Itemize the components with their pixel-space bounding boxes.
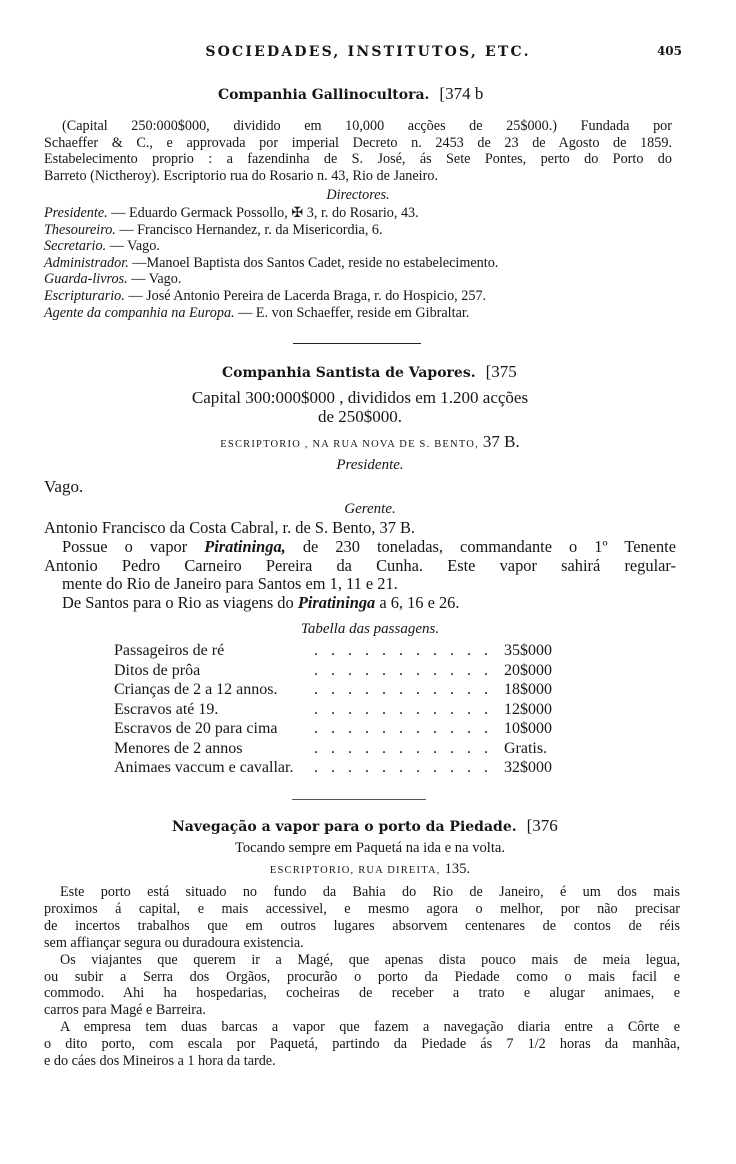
fare-label: Crianças de 2 a 12 annos.: [114, 681, 278, 698]
leader-dots: ...........: [314, 739, 501, 757]
manager-heading: Gerente.: [344, 501, 396, 517]
section-title-text: Companhia Gallinocultora.: [218, 87, 430, 103]
para-line: de incertos trabalhos que em outros lugares absorvem centenares de contos de réis: [44, 917, 680, 934]
fare-label: Escravos até 19.: [114, 700, 219, 718]
directors-list: [44, 205, 684, 321]
director-role: Presidente.: [44, 205, 108, 221]
section-374b-intro: [44, 118, 672, 184]
paragraph: [44, 952, 680, 1020]
section-divider: [293, 343, 421, 344]
director-row: [44, 288, 684, 305]
director-row: [44, 271, 684, 288]
director-role: Agente da companhia na Europa.: [44, 304, 235, 321]
body-text: Possue o vapor: [62, 536, 205, 556]
paragraph: [44, 884, 680, 952]
office-address: [40, 860, 700, 879]
section-title-text: Navegação a vapor para o porto da Piedade.: [172, 819, 517, 835]
para-line: o dito porto, com escala por Paquetá, partindo da Piedade ás 7 1/2 horas da manhãa,: [44, 1036, 680, 1053]
leader-dots: ...........: [314, 681, 501, 698]
fare-price: 10$000: [504, 720, 552, 737]
office-address: [40, 432, 700, 452]
office-text: ESCRIPTORIO , NA RUA NOVA DE S. BENTO,: [220, 439, 479, 450]
fare-label: Menores de 2 annos: [114, 739, 243, 757]
body-text: De Santos para o Rio as viagens do: [62, 593, 298, 613]
fare-row: [114, 641, 594, 661]
president-value: Vago.: [44, 477, 84, 496]
fare-price: 20$000: [504, 661, 552, 679]
fare-row: [114, 739, 594, 759]
director-text: — Francisco Hernandez, r. da Misericordia, 6.: [115, 221, 383, 238]
office-number: 37 B.: [482, 432, 520, 451]
body-line: Antonio Pedro Carneiro Pereira da Cunha. Este vapor sahirá regular-: [44, 555, 676, 575]
fare-row: [114, 700, 594, 720]
para-line: carros para Magé e Barreira.: [44, 1002, 206, 1019]
director-text: —Manoel Baptista dos Santos Cadet, reside no estabelecimento.: [128, 254, 499, 271]
director-text: — Eduardo Germack Possollo, ✠ 3, r. do Rosario, 43.: [107, 205, 419, 221]
fare-price: 18$000: [504, 681, 552, 698]
intro-line: (Capital 250:000$000, dividido em 10,000 acções de 25$000.) Fundada por: [62, 118, 672, 134]
section-title-text: Companhia Santista de Vapores.: [222, 365, 476, 381]
para-line: ou subir a Serra dos Orgãos, procurão o porto da Piedade como o mais facil e: [44, 968, 680, 985]
ship-name: Piratininga,: [204, 536, 286, 556]
capital-line: Capital 300:000$000 , divididos em 1.200 acções: [191, 388, 529, 407]
director-text: — E. von Schaeffer, reside em Gibraltar.: [234, 304, 470, 321]
leader-dots: ...........: [314, 661, 501, 679]
section-subtitle: Tocando sempre em Paquetá na ida e na volta.: [234, 840, 506, 856]
director-role: Administrador.: [44, 254, 129, 271]
section-ref: [374 b: [439, 84, 484, 103]
section-376-body: [44, 884, 680, 1070]
body-text: de 230 toneladas, commandante o 1º Tenente: [285, 536, 676, 556]
fare-label: Ditos de prôa: [114, 661, 201, 679]
section-375-body: [44, 519, 676, 613]
director-text: — José Antonio Pereira de Lacerda Braga, r. do Hospicio, 257.: [124, 287, 487, 304]
office-text: ESCRIPTORIO, RUA DIREITA,: [269, 865, 441, 876]
fares-table: [114, 641, 594, 778]
fare-price: 12$000: [504, 700, 552, 718]
president-heading: Presidente.: [336, 457, 404, 473]
fare-price: 35$000: [504, 642, 552, 659]
director-row: [44, 205, 684, 222]
fare-row: [114, 719, 594, 739]
para-line: Este porto está situado no fundo da Bahia do Rio de Janeiro, é um dos mais: [60, 884, 680, 900]
fare-price: Gratis.: [504, 739, 548, 757]
para-line: commodo. Ahi ha hospedarias, cocheiras de receber a trato e alugar animaes, e: [44, 985, 680, 1002]
intro-line: Barreto (Nictheroy). Escriptorio rua do Rosario n. 43, Rio de Janeiro.: [44, 167, 438, 184]
fare-row: [114, 680, 594, 700]
section-title-376: [172, 816, 558, 836]
ship-name: Piratininga: [297, 593, 376, 613]
leader-dots: ...........: [314, 759, 501, 776]
manager-value: Antonio Francisco da Costa Cabral, r. de S. Bento, 37 B.: [44, 518, 416, 537]
section-ref: [376: [526, 816, 558, 835]
para-line: Os viajantes que querem ir a Magé, que apenas dista pouco mais de meia legua,: [60, 951, 680, 968]
office-number: 135.: [444, 861, 471, 877]
body-line: [44, 538, 676, 557]
director-text: — Vago.: [127, 271, 182, 288]
fare-label: Passageiros de ré: [114, 642, 225, 659]
director-role: Escripturario.: [44, 287, 125, 304]
para-line: A empresa tem duas barcas a vapor que fazem a navegação diaria entre a Côrte e: [60, 1019, 680, 1036]
directors-heading: Directores.: [326, 187, 390, 203]
section-ref: [375: [485, 362, 517, 381]
fare-row: [114, 758, 594, 778]
running-head: SOCIEDADES, INSTITUTOS, ETC.: [205, 44, 531, 60]
intro-line: Estabelecimento proprio : a fazendinha de S. José, ás Sete Pontes, perto do Porto do: [44, 151, 672, 168]
para-line: e do cáes dos Mineiros a 1 hora da tarde.: [44, 1053, 276, 1070]
leader-dots: ...........: [314, 700, 501, 718]
director-row: [44, 222, 684, 239]
director-row: [44, 255, 684, 272]
paragraph: [44, 1019, 680, 1070]
para-line: sem affiançar segura ou duradoura existencia.: [44, 934, 304, 951]
director-row: [44, 305, 684, 322]
body-text: a 6, 16 e 26.: [375, 593, 460, 613]
fare-price: 32$000: [504, 759, 552, 776]
fares-heading: Tabella das passagens.: [300, 621, 440, 637]
director-role: Guarda-livros.: [44, 271, 128, 288]
section-divider: [292, 799, 426, 800]
director-row: [44, 238, 684, 255]
body-line: mente do Rio de Janeiro para Santos em 1, 11 e 21.: [62, 574, 398, 594]
section-title-375: [222, 362, 517, 382]
intro-line: Schaeffer & C., e approvada por imperial Decreto n. 2453 de 23 de Agosto de 1859.: [44, 134, 672, 151]
director-text: — Vago.: [106, 238, 160, 255]
director-role: Secretario.: [44, 238, 107, 255]
para-line: proximos á capital, e mais accessivel, e mesmo agora o melhor, por não precisar: [44, 900, 680, 917]
director-role: Thesoureiro.: [44, 221, 116, 238]
fare-label: Animaes vaccum e cavallar.: [114, 759, 294, 776]
fare-row: [114, 661, 594, 681]
page-number: 405: [656, 44, 682, 58]
leader-dots: ...........: [314, 720, 501, 737]
fare-label: Escravos de 20 para cima: [114, 720, 278, 737]
leader-dots: ...........: [314, 642, 501, 659]
body-line: [44, 594, 676, 613]
capital-line: de 250$000.: [317, 407, 403, 426]
section-title-374b: [218, 84, 483, 104]
